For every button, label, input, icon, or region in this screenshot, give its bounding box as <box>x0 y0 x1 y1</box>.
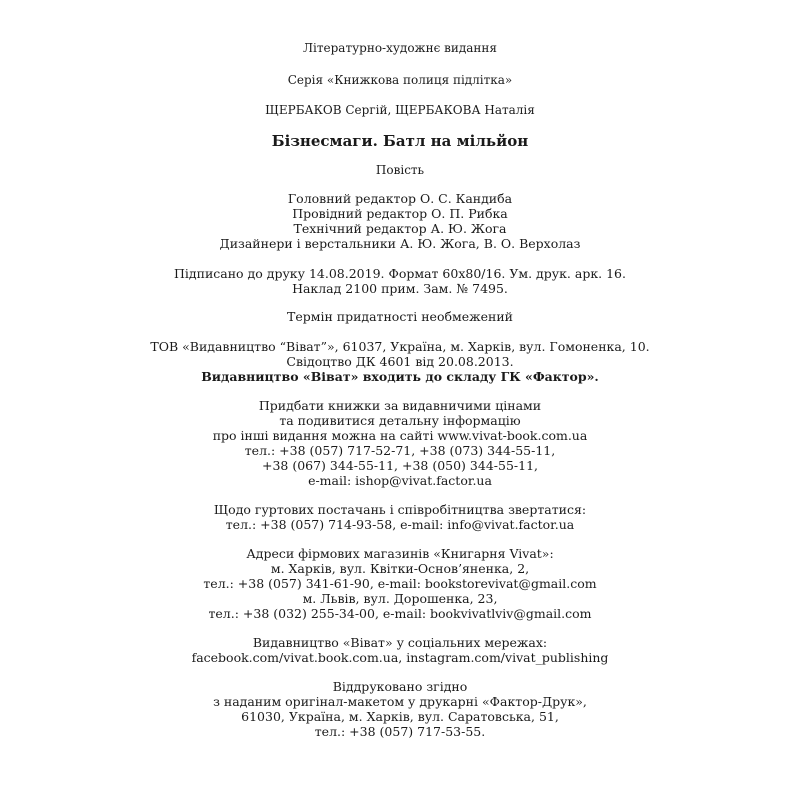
series-line: Серія «Книжкова полиця підлітка» <box>287 73 513 87</box>
purchase-line: про інші видання можна на сайті www.vivat-book.com.ua <box>212 428 588 443</box>
wholesale-line: тел.: +38 (057) 714-93-58, e-mail: info@vivat.factor.ua <box>225 517 575 532</box>
editor-line: Головний редактор О. С. Кандиба <box>287 191 513 206</box>
editor-line: Технічний редактор А. Ю. Жога <box>293 221 507 236</box>
editor-line: Дизайнери і верстальники А. Ю. Жога, В. О. Верхолаз <box>219 236 581 251</box>
stores-line: м. Харків, вул. Квітки-Основ’яненка, 2, <box>270 561 530 576</box>
purchase-line: тел.: +38 (057) 717-52-71, +38 (073) 344-55-11, <box>244 443 556 458</box>
publisher-line: ТОВ «Видавництво “Віват”», 61037, Україна, м. Харків, вул. Гомоненка, 10. <box>150 339 650 354</box>
printed-by-line: 61030, Україна, м. Харків, вул. Саратовська, 51, <box>241 709 559 724</box>
purchase-line: та подивитися детальну інформацію <box>279 413 521 428</box>
book-title: Бізнесмаги. Батл на мільйон <box>271 132 529 150</box>
purchase-line: Придбати книжки за видавничими цінами <box>258 398 542 413</box>
social-line: facebook.com/vivat.book.com.ua, instagram.com/vivat_publishing <box>191 650 609 665</box>
genre-line: Повість <box>375 163 425 177</box>
editor-line: Провідний редактор О. П. Рибка <box>292 206 508 221</box>
purchase-line: e-mail: ishop@vivat.factor.ua <box>308 473 492 488</box>
publisher-line: Свідоцтво ДК 4601 від 20.08.2013. <box>286 354 514 369</box>
wholesale-line: Щодо гуртових постачань і співробітництва звертатися: <box>213 502 587 517</box>
stores-line: м. Львів, вул. Дорошенка, 23, <box>302 591 498 606</box>
print-info-line: Підписано до друку 14.08.2019. Формат 60х80/16. Ум. друк. арк. 16. <box>174 266 626 281</box>
shelf-life-line: Термін придатності необмежений <box>286 309 514 324</box>
stores-line: Адреси фірмових магазинів «Книгарня Vivat»: <box>246 546 554 561</box>
publisher-group-line: Видавництво «Віват» входить до складу ГК «Фактор». <box>201 369 599 384</box>
printed-by-line: тел.: +38 (057) 717-53-55. <box>314 724 486 739</box>
printed-by-line: з наданим оригінал-макетом у друкарні «Фактор-Друк», <box>213 694 587 709</box>
authors-line: ЩЕРБАКОВ Сергій, ЩЕРБАКОВА Наталія <box>265 103 535 117</box>
print-info-line: Наклад 2100 прим. Зам. № 7495. <box>292 281 508 296</box>
stores-line: тел.: +38 (057) 341-61-90, e-mail: bookstorevivat@gmail.com <box>203 576 597 591</box>
social-line: Видавництво «Віват» у соціальних мережах: <box>252 635 548 650</box>
stores-line: тел.: +38 (032) 255-34-00, e-mail: bookvivatlviv@gmail.com <box>208 606 592 621</box>
purchase-line: +38 (067) 344-55-11, +38 (050) 344-55-11, <box>261 458 539 473</box>
edition-type: Літературно-художнє видання <box>303 41 497 55</box>
printed-by-line: Віддруковано згідно <box>332 679 468 694</box>
